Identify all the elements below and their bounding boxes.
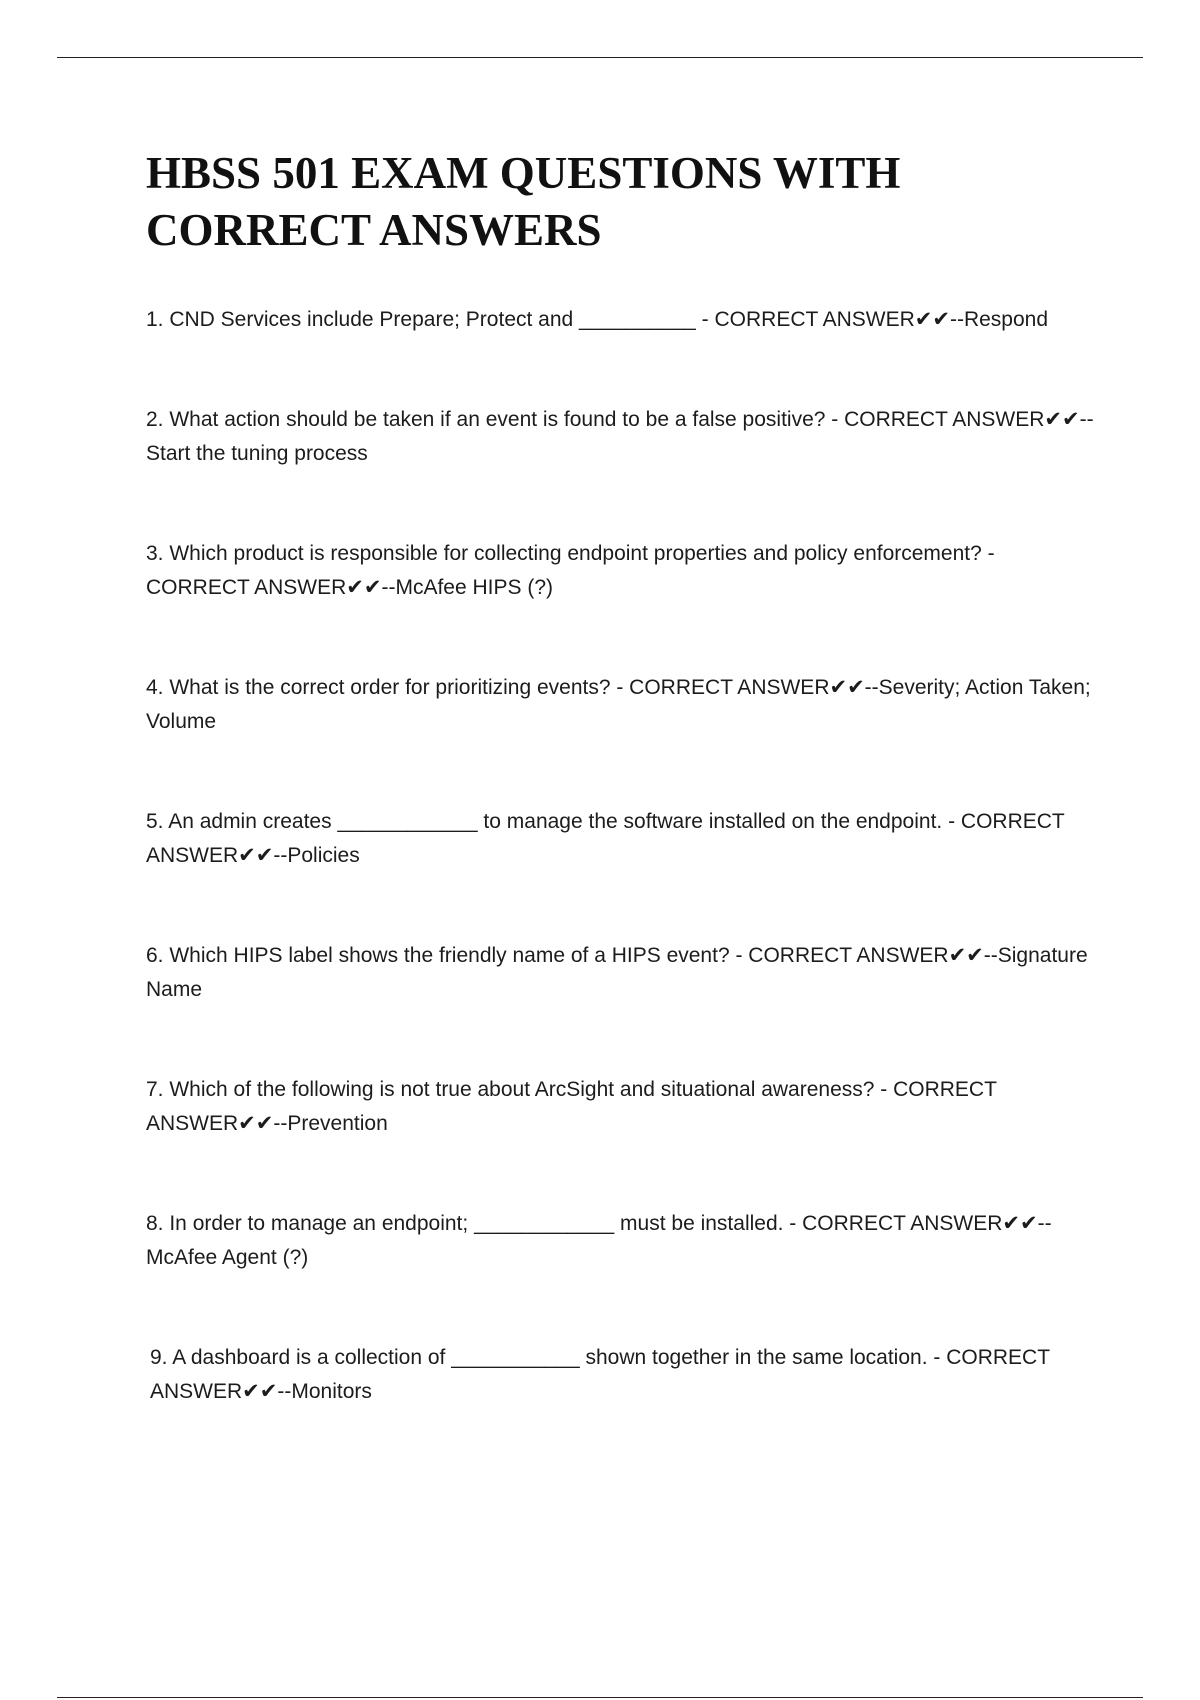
document-body [146, 145, 1096, 1475]
question-item-6: 6. Which HIPS label shows the friendly name of a HIPS event? - CORRECT ANSWER✔✔--Signature Name [146, 944, 1088, 1001]
question-list [146, 303, 1096, 1409]
question-item-1: 1. CND Services include Prepare; Protect and __________ - CORRECT ANSWER✔✔--Respond [146, 308, 1049, 331]
question-item-9: 9. A dashboard is a collection of ___________ shown together in the same location. - CORRECT ANSWER✔✔--Monitors [150, 1346, 1050, 1403]
question-item-4: 4. What is the correct order for prioritizing events? - CORRECT ANSWER✔✔--Severity; Action Taken; Volume [146, 676, 1091, 733]
question-item-5: 5. An admin creates ____________ to manage the software installed on the endpoint. - CORRECT ANSWER✔✔--Policies [146, 810, 1065, 867]
question-item-2: 2. What action should be taken if an event is found to be a false positive? - CORRECT ANSWER✔✔--Start the tuning process [146, 408, 1094, 465]
question-item-8: 8. In order to manage an endpoint; ____________ must be installed. - CORRECT ANSWER✔✔--McAfee Agent (?) [146, 1212, 1052, 1269]
top-divider [57, 57, 1143, 58]
document-title: HBSS 501 EXAM QUESTIONS WITH CORRECT ANSWERS [146, 148, 901, 255]
question-item-7: 7. Which of the following is not true about ArcSight and situational awareness? - CORRECT ANSWER✔✔--Prevention [146, 1078, 997, 1135]
bottom-divider [57, 1697, 1143, 1698]
question-item-3: 3. Which product is responsible for collecting endpoint properties and policy enforcement? - CORRECT ANSWER✔✔--McAfee HIPS (?) [146, 542, 995, 599]
